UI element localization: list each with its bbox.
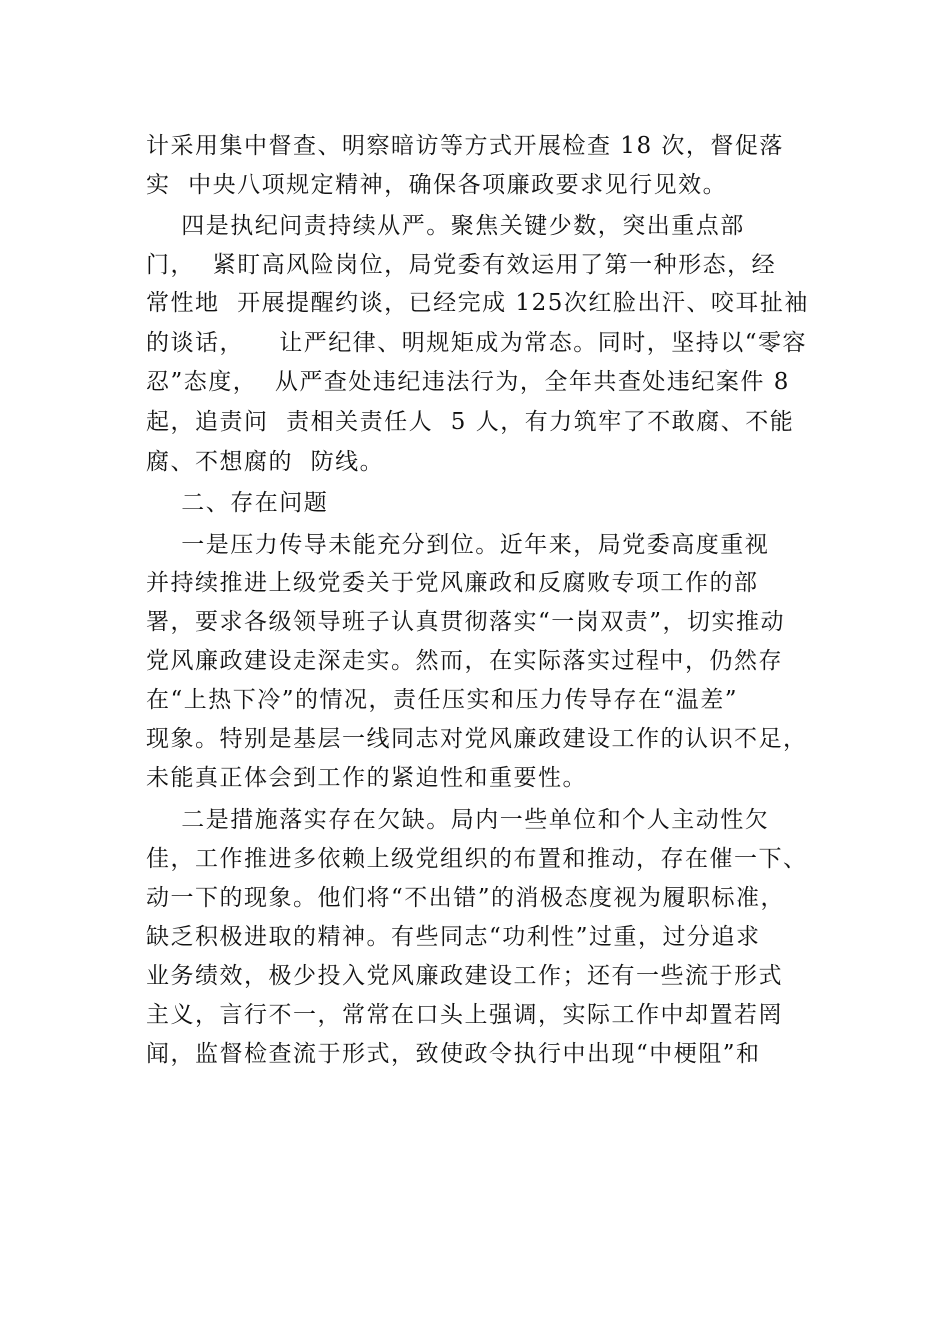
text-line: 四是执纪问责持续从严。聚焦关键少数，突出重点部 xyxy=(146,213,745,239)
text-line: 忍”态度， 从严查处违纪违法行为，全年共查处违纪案件 8 xyxy=(146,369,790,395)
text-line: 实 中央八项规定精神，确保各项廉政要求见行见效。 xyxy=(146,172,728,198)
text-line: 缺乏积极进取的精神。有些同志“功利性”过重，过分追求 xyxy=(146,924,761,950)
text-line: 业务绩效，极少投入党风廉政建设工作；还有一些流于形式 xyxy=(146,963,783,989)
text-line: 的谈话， 让严纪律、明规矩成为常态。同时，坚持以“零容 xyxy=(146,330,808,356)
text-line: 起，追责问 责相关责任人 5 人，有力筑牢了不敢腐、不能 xyxy=(146,409,795,435)
text-line: 动一下的现象。他们将“不出错”的消极态度视为履职标准， xyxy=(146,885,786,911)
text-line: 计采用集中督查、明察暗访等方式开展检查 18 次，督促落 xyxy=(146,133,784,159)
text-line: 佳，工作推进多依赖上级党组织的布置和推动，存在催一下、 xyxy=(146,846,808,872)
text-line: 门， 紧盯高风险岗位，局党委有效运用了第一种形态，经 xyxy=(146,252,777,278)
text-line: 现象。特别是基层一线同志对党风廉政建设工作的认识不足， xyxy=(146,726,808,752)
text-line: 并持续推进上级党委关于党风廉政和反腐败专项工作的部 xyxy=(146,570,759,596)
text-line: 腐、不想腐的 防线。 xyxy=(146,449,385,475)
text-line: 二是措施落实存在欠缺。局内一些单位和个人主动性欠 xyxy=(146,807,770,833)
text-line: 署，要求各级领导班子认真贯彻落实“一岗双责”，切实推动 xyxy=(146,609,786,635)
text-line: 党风廉政建设走深走实。然而，在实际落实过程中，仍然存 xyxy=(146,648,783,674)
text-line: 常性地 开展提醒约谈，已经完成 125次红脸出汗、咬耳扯袖 xyxy=(146,290,809,316)
text-line: 闻，监督检查流于形式，致使政令执行中出现“中梗阻”和 xyxy=(146,1041,761,1067)
text-line: 未能真正体会到工作的紧迫性和重要性。 xyxy=(146,765,587,791)
text-line: 在“上热下冷”的情况，责任压实和压力传导存在“温差” xyxy=(146,687,739,713)
section-heading: 二、存在问题 xyxy=(146,490,329,516)
text-line: 主义，言行不一，常常在口头上强调，实际工作中却置若罔 xyxy=(146,1002,783,1028)
text-line: 一是压力传导未能充分到位。近年来，局党委高度重视 xyxy=(146,532,770,558)
